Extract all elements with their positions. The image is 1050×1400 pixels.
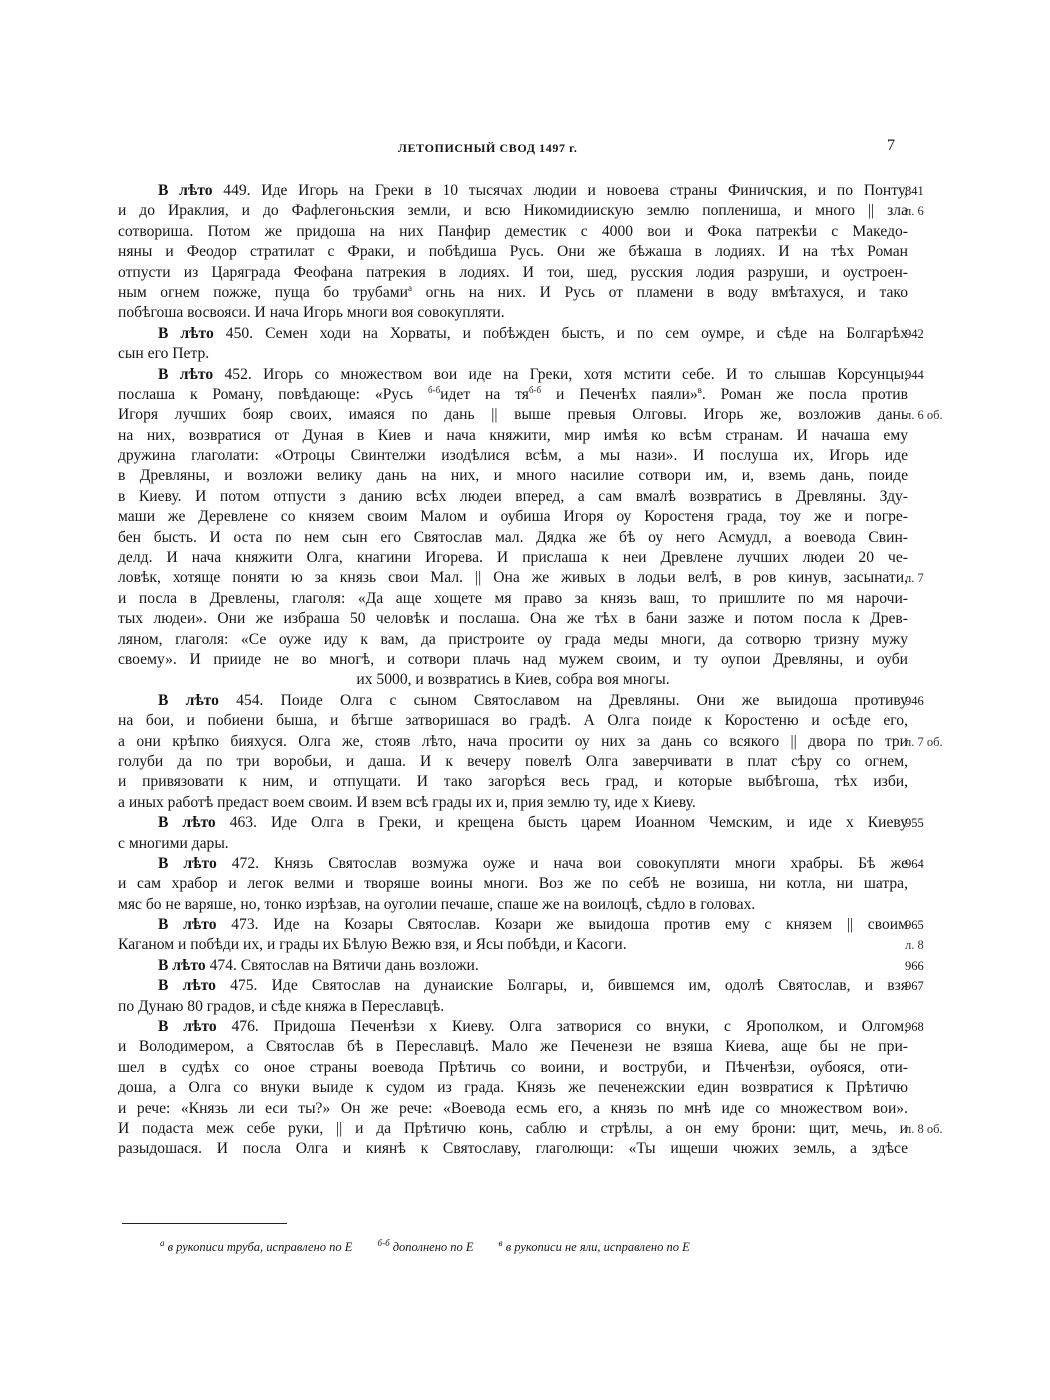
year-heading: В лѣто	[158, 365, 214, 383]
text-line: тых людеи». Они же избраша 50 человѣк и послаша. Она же тѣх в бани зазже и потом посла к Древ-	[118, 610, 908, 628]
text-line: и привязовати к ним, и отпущати. И тако загорѣся весь град, и которые выбѣгоша, тѣх изби,	[118, 773, 908, 791]
footnote: $^{б-б}$ дополнено по Е	[377, 1237, 474, 1254]
year-heading: В лѣто	[158, 691, 219, 709]
running-title: ЛЕТОПИСНЫЙ СВОД 1497 г.	[398, 141, 578, 155]
text-line: побѣгоша восвояси. И нача Игорь многи воя совокупляти.	[118, 304, 505, 322]
text-line: своему». И прииде не во многѣ, и сотвори плачь над мужем своим, и ту оупои Древляны, и оуби	[118, 650, 908, 668]
footnote: $^в$ в рукописи не яли, исправлено по Е	[498, 1237, 690, 1254]
text-line: И подаста меж себе руки, || и да Прѣтичю конь, саблю и стрѣлы, а он ему брони: щит, мечь, и л. 8 об.	[118, 1119, 908, 1139]
text-line: и посла в Древлены, глаголя: «Да аще хощете мя право за князь ваш, то пришлите по мя нарочи-	[118, 589, 908, 607]
footnote-divider	[122, 1223, 287, 1224]
text-line: доша, а Олга со внуки выиде к судом из града. Князь же печенежскии един возвратися к Прѣтичю	[118, 1079, 908, 1097]
folio-marker: л. 8	[905, 938, 924, 953]
margin-year: 946	[905, 693, 924, 708]
margin-year: 942	[905, 326, 924, 341]
text-line: и сам храбор и легок велми и творяше воины многи. Воз же по себѣ не возиша, ни котла, ни шатра,	[118, 875, 908, 893]
folio-marker: л. 6 об.	[905, 408, 943, 423]
year-heading: В лѣто	[158, 916, 217, 934]
text-line: а иных работѣ предаст воем своим. И взем всѣ грады их и, прия землю ту, иде х Киеву.	[118, 793, 696, 811]
text-line: ным огнем пожже, пуща бо трубами$^а$ огнь на них. И Русь от пламени в воду вмѣтахуся, и тако	[118, 282, 908, 301]
text-line: В лѣто 472. Князь Святослав возмужа оуже и нача вои совокупляти многи храбры. Бѣ же 964	[118, 854, 908, 874]
footnote-ref: в	[697, 384, 702, 395]
text-line: и рече: «Князь ли еси ты?» Он же рече: «Воевода есмь его, а князь по мнѣ иде со множеством вои».	[118, 1099, 908, 1117]
text-line: в Древляны, и возложи велику дань на них, и много насилие сотвори им, и, вземь дань, поиде	[118, 467, 908, 485]
folio-marker: л. 7 об.	[905, 734, 943, 749]
text-line: разыдошася. И посла Олга и киянѣ к Святославу, глаголющи: «Ты ищеши чюжих земль, а здѣсе	[118, 1140, 908, 1158]
text-line: сын его Петр.	[118, 345, 210, 363]
footnote-ref: а	[407, 282, 412, 293]
year-heading: В лѣто	[158, 182, 213, 199]
footnote-mark: в	[498, 1237, 503, 1248]
year-heading: В лѣто	[158, 814, 216, 832]
text-line: В лѣто 475. Иде Святослав на дунаиские Болгары, и, бившемся им, одолѣ Святослав, и взя 967	[118, 976, 908, 996]
folio-marker: л. 7	[905, 571, 924, 586]
text-line: В лѣто 476. Придоша Печенѣзи х Киеву. Олга затворися со внуки, с Ярополком, и Олгом, 968	[118, 1017, 908, 1037]
text-line: Каганом и побѣди их, и грады их Бѣлую Вежю взя, и Ясы побѣди, и Касоги. л. 8	[118, 935, 908, 955]
year-heading: В лѣто	[158, 854, 217, 872]
footnote-ref: б-б	[428, 384, 441, 395]
text-line: В лѣто 454. Поиде Олга с сыном Святославом на Древляны. Они же выидоша противу 946	[118, 691, 908, 711]
margin-year: 955	[905, 816, 924, 831]
year-heading: В лѣто	[158, 324, 214, 342]
text-line: ляном, глаголя: «Се оуже иду к вам, да пристроите оу града меды многи, да сотворю тризну мужу	[118, 630, 908, 648]
text-line: В лѣто 473. Иде на Козары Святослав. Козари же выидоша против ему с князем || своим 965	[118, 915, 908, 935]
text-line: отпусти из Царяграда Феофана патрекия в лодиях. И тои, шед, русския лодия разруши, и оустроен-	[118, 263, 908, 281]
page-header	[0, 137, 1050, 165]
text-line: в Киеву. И потом отпусти з данию всѣх людеи вперед, а сам вмалѣ возвратись в Древляны. Зду-	[118, 487, 908, 505]
margin-year: 966	[905, 958, 924, 973]
text-line: ловѣк, хотяще поняти ю за князь свои Мал. || Она же живых в лодьи велѣ, в ров кинув, засынати, л. 7	[118, 568, 908, 588]
text-line: В лѣто 449. Иде Игорь на Греки в 10 тысячах людии и новоева страны Финичския, и по Понту, 841	[118, 181, 908, 201]
text-line: В лѣто 474. Святослав на Вятичи дань возложи. 966	[118, 956, 908, 976]
page-number: 7	[887, 137, 895, 154]
margin-year: 944	[905, 367, 924, 382]
text-line: на них, возвратися от Дуная в Киев и нача княжити, мир имѣя ко всѣм странам. И начаша ему	[118, 426, 908, 444]
year-heading: В лѣто	[158, 956, 206, 974]
text-line: дружина глаголати: «Отроцы Свинтелжи изодѣлися всѣм, а мы нази». И послуша их, Игорь иде	[118, 447, 908, 465]
year-heading: В лѣто	[158, 977, 216, 995]
footnote: $^а$ в рукописи труба, исправлено по Е	[160, 1237, 353, 1254]
text-line: послаша к Роману, повѣдающе: «Русь $^{б-б}$идет на $тя^{б-б}$ и Печенѣх паяли»$^в$. Роман же посла против	[118, 384, 908, 403]
footnote-mark: б-б	[377, 1237, 390, 1248]
text-line: на бои, и побиени быша, и бѣгше затворишася во градѣ. А Олга поиде к Коростеню и осѣде его,	[118, 712, 908, 730]
text-line: а они крѣпко бияхуся. Олга же, стояв лѣто, нача просити оу них за дань со всякого || двора по три л. 7 об.	[118, 732, 908, 752]
text-line: шел в судѣх со оное страны воевода Прѣтичь со воини, и воструби, и Пѣченѣзи, оубояся, оти-	[118, 1058, 908, 1076]
folio-marker: л. 6	[905, 204, 924, 219]
margin-year: 964	[905, 856, 924, 871]
margin-year: 965	[905, 918, 924, 933]
text-line: сотвориша. Потом же придоша на них Панфир деместик с 4000 вои и Фока патрекѣи с Македо-	[118, 222, 908, 240]
footnote-ref: б-б	[528, 384, 542, 395]
text-line: бен бысть. И оста по нем сын его Святослав мал. Дядка же бѣ оу него Асмудл, а воевода Свин-	[118, 528, 908, 546]
text-line: маши же Деревлене со князем своим Малом и оубиша Игоря оу Коростеня града, тоу же и погре-	[118, 508, 908, 526]
margin-year: 967	[905, 979, 924, 994]
text-line: мяс бо не варяше, но, тонко изрѣзав, на оуголии печаше, спаше же на воилоцѣ, сѣдло в головах.	[118, 895, 756, 913]
text-line: В лѣто 450. Семен ходи на Хорваты, и побѣжден бысть, и по сем оумре, и сѣде на Болгарѣх 942	[118, 324, 908, 344]
text-line: и Володимером, а Святослав бѣ в Переславцѣ. Мало же Печенези не взяша Киева, аще бы не при-	[118, 1038, 908, 1056]
text-line: по Дунаю 80 градов, и сѣде княжа в Переславцѣ.	[118, 997, 445, 1015]
text-line: голуби да по три воробьи, и даша. И к вечеру повелѣ Олга заверчивати в плат сѣру со огнем,	[118, 752, 908, 770]
footnotes	[160, 1237, 900, 1255]
year-heading: В лѣто	[158, 1018, 217, 1036]
folio-marker: л. 8 об.	[905, 1121, 943, 1136]
text-line: и до Ираклия, и до Фафлегоньския земли, и всю Никомидиискую землю поплениша, и много || зла л. 6	[118, 201, 908, 221]
text-line: В лѣто 452. Игорь со множеством вои иде на Греки, хотя мстити себе. И то слышав Корсунцы, 944	[118, 365, 908, 385]
text-line: няны и Феодор стратилат с Фраки, и побѣдиша Русь. Они же бѣжаша в лодиях. И на тѣх Роман	[118, 243, 908, 261]
text-line: с многими дары.	[118, 834, 229, 852]
margin-year: 968	[905, 1020, 924, 1035]
margin-year: 841	[905, 184, 924, 198]
footnote-mark: а	[160, 1237, 165, 1248]
text-line: делд. И нача княжити Олга, кнагини Игорева. И прислаша к неи Древлене лучших людеи 20 че-	[118, 549, 908, 567]
text-line: В лѣто 463. Иде Олга в Греки, и крещена бысть царем Иоанном Чемским, и иде х Киеву 955	[118, 813, 908, 833]
text-line: Игоря лучших бояр своих, имаяся по дань || выше превыя Олговы. Игорь же, возложив дань л. 6 об.	[118, 405, 908, 425]
text-line: их 5000, и возвратись в Киев, собра воя многы.	[356, 671, 670, 689]
chronicle-text	[118, 181, 943, 1160]
